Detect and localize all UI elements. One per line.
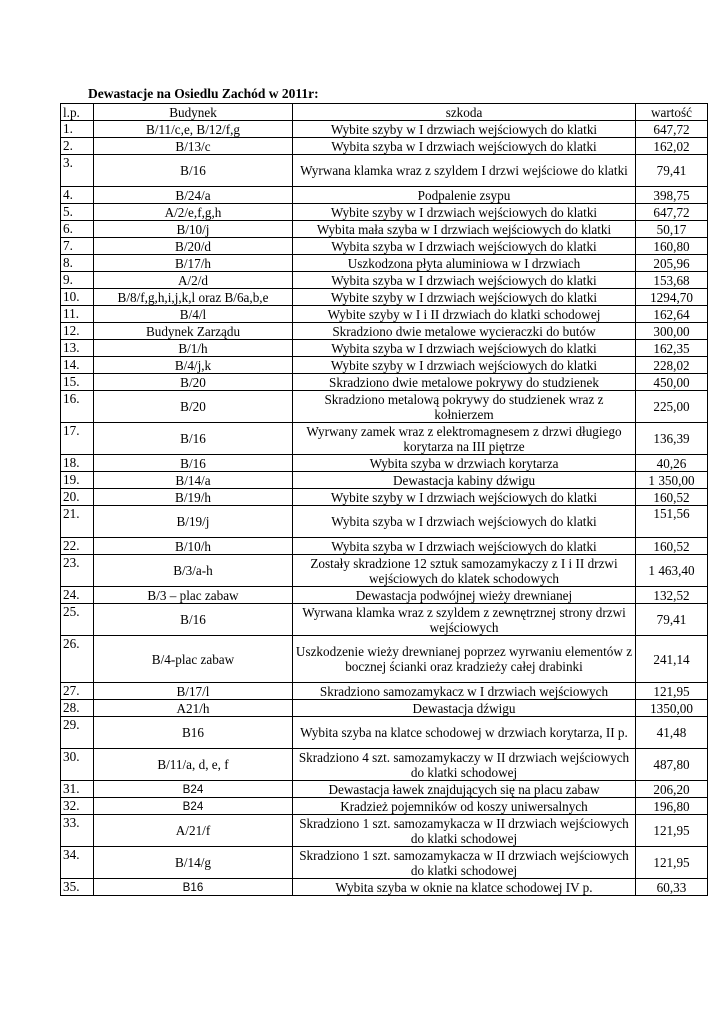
damage-cell: Wyrwana klamka wraz z szyldem z zewnętrznej strony drzwi wejściowych [293,604,636,636]
damage-cell: Podpalenie zsypu [293,187,636,204]
building-cell: B/16 [94,423,293,455]
damage-cell: Wybite szyby w I drzwiach wejściowych do klatki [293,204,636,221]
table-row [61,781,708,798]
building-cell: B24 [94,798,293,815]
table-row [61,587,708,604]
building-cell: B/11/c,e, B/12/f,g [94,121,293,138]
building-cell: B/11/a, d, e, f [94,749,293,781]
building-cell: B/3 – plac zabaw [94,587,293,604]
building-cell: B/13/c [94,138,293,155]
building-cell: A21/h [94,700,293,717]
table-row [61,604,708,636]
damage-cell: Wybita szyba w I drzwiach wejściowych do klatki [293,538,636,555]
value-cell: 647,72 [636,121,708,138]
row-number: 8. [61,255,94,272]
table-row [61,717,708,749]
row-number: 15. [61,374,94,391]
building-cell: B/10/j [94,221,293,238]
value-cell: 136,39 [636,423,708,455]
building-cell: B/19/j [94,506,293,538]
row-number: 23. [61,555,94,587]
building-cell: B16 [94,879,293,896]
damage-cell: Wybita szyba w I drzwiach wejściowych do klatki [293,272,636,289]
row-number: 3. [61,155,94,187]
damage-table [60,103,708,896]
row-number: 2. [61,138,94,155]
building-cell: B/8/f,g,h,i,j,k,l oraz B/6a,b,e [94,289,293,306]
damage-cell: Wybite szyby w I drzwiach wejściowych do klatki [293,489,636,506]
damage-cell: Zostały skradzione 12 sztuk samozamykaczy z I i II drzwi wejściowych do klatek schodowych [293,555,636,587]
row-number: 26. [61,636,94,683]
value-cell: 79,41 [636,604,708,636]
damage-cell: Wybita szyba w drzwiach korytarza [293,455,636,472]
row-number: 34. [61,847,94,879]
row-number: 19. [61,472,94,489]
building-cell: Budynek Zarządu [94,323,293,340]
value-cell: 132,52 [636,587,708,604]
row-number: 29. [61,717,94,749]
row-number: 11. [61,306,94,323]
table-row [61,187,708,204]
value-cell: 160,52 [636,538,708,555]
building-cell: B16 [94,717,293,749]
damage-cell: Wybite szyby w I drzwiach wejściowych do klatki [293,121,636,138]
value-cell: 1 350,00 [636,472,708,489]
damage-cell: Wybita szyba w oknie na klatce schodowej IV p. [293,879,636,896]
value-cell: 196,80 [636,798,708,815]
row-number: 18. [61,455,94,472]
header-value: wartość [636,104,708,121]
damage-cell: Uszkodzenie wieży drewnianej poprzez wyrwaniu elementów z bocznej ścianki oraz kradzieży całej drabinki [293,636,636,683]
value-cell: 450,00 [636,374,708,391]
row-number: 32. [61,798,94,815]
row-number: 35. [61,879,94,896]
value-cell: 228,02 [636,357,708,374]
table-row [61,323,708,340]
table-row [61,340,708,357]
table-row [61,221,708,238]
row-number: 30. [61,749,94,781]
value-cell: 225,00 [636,391,708,423]
building-cell: B24 [94,781,293,798]
building-cell: B/20/d [94,238,293,255]
value-cell: 300,00 [636,323,708,340]
table-row [61,255,708,272]
row-number: 27. [61,683,94,700]
value-cell: 153,68 [636,272,708,289]
table-row [61,555,708,587]
table-row [61,306,708,323]
header-lp: l.p. [61,104,94,121]
table-row [61,121,708,138]
header-row [61,104,708,121]
value-cell: 121,95 [636,683,708,700]
table-row [61,847,708,879]
value-cell: 206,20 [636,781,708,798]
damage-cell: Wybita szyba w I drzwiach wejściowych do klatki [293,506,636,538]
value-cell: 398,75 [636,187,708,204]
damage-cell: Wyrwany zamek wraz z elektromagnesem z drzwi długiego korytarza na III piętrze [293,423,636,455]
damage-cell: Wybita szyba w I drzwiach wejściowych do klatki [293,138,636,155]
damage-cell: Skradziono dwie metalowe pokrywy do studzienek [293,374,636,391]
value-cell: 487,80 [636,749,708,781]
table-body [61,121,708,896]
damage-cell: Skradziono 1 szt. samozamykacza w II drzwiach wejściowych do klatki schodowej [293,815,636,847]
building-cell: B/16 [94,604,293,636]
row-number: 12. [61,323,94,340]
building-cell: B/4/l [94,306,293,323]
building-cell: A/21/f [94,815,293,847]
row-number: 9. [61,272,94,289]
table-row [61,272,708,289]
value-cell: 151,56 [636,506,708,538]
row-number: 17. [61,423,94,455]
damage-cell: Skradziono samozamykacz w I drzwiach wejściowych [293,683,636,700]
value-cell: 1350,00 [636,700,708,717]
building-cell: B/14/a [94,472,293,489]
row-number: 25. [61,604,94,636]
damage-cell: Kradzież pojemników od koszy uniwersalnych [293,798,636,815]
damage-cell: Skradziono 4 szt. samozamykaczy w II drzwiach wejściowych do klatki schodowej [293,749,636,781]
building-cell: B/4-plac zabaw [94,636,293,683]
row-number: 10. [61,289,94,306]
building-cell: A/2/d [94,272,293,289]
value-cell: 160,52 [636,489,708,506]
table-row [61,374,708,391]
building-cell: B/17/h [94,255,293,272]
table-row [61,138,708,155]
damage-cell: Wybite szyby w I drzwiach wejściowych do klatki [293,289,636,306]
building-cell: B/20 [94,391,293,423]
table-row [61,538,708,555]
row-number: 1. [61,121,94,138]
damage-cell: Dewastacja dźwigu [293,700,636,717]
value-cell: 121,95 [636,847,708,879]
table-row [61,798,708,815]
table-row [61,238,708,255]
table-row [61,749,708,781]
row-number: 28. [61,700,94,717]
table-row [61,289,708,306]
value-cell: 79,41 [636,155,708,187]
damage-cell: Dewastacja kabiny dźwigu [293,472,636,489]
row-number: 33. [61,815,94,847]
damage-cell: Uszkodzona płyta aluminiowa w I drzwiach [293,255,636,272]
damage-cell: Wyrwana klamka wraz z szyldem I drzwi wejściowe do klatki [293,155,636,187]
building-cell: B/16 [94,155,293,187]
row-number: 21. [61,506,94,538]
building-cell: B/16 [94,455,293,472]
row-number: 4. [61,187,94,204]
value-cell: 40,26 [636,455,708,472]
row-number: 22. [61,538,94,555]
value-cell: 647,72 [636,204,708,221]
damage-cell: Dewastacja podwójnej wieży drewnianej [293,587,636,604]
table-row [61,700,708,717]
header-damage: szkoda [293,104,636,121]
table-row [61,636,708,683]
row-number: 20. [61,489,94,506]
damage-cell: Skradziono dwie metalowe wycieraczki do butów [293,323,636,340]
row-number: 14. [61,357,94,374]
value-cell: 162,64 [636,306,708,323]
value-cell: 162,35 [636,340,708,357]
row-number: 6. [61,221,94,238]
value-cell: 50,17 [636,221,708,238]
value-cell: 162,02 [636,138,708,155]
building-cell: B/24/a [94,187,293,204]
building-cell: B/20 [94,374,293,391]
table-row [61,155,708,187]
damage-cell: Skradziono 1 szt. samozamykacza w II drzwiach wejściowych do klatki schodowej [293,847,636,879]
table-row [61,204,708,221]
damage-cell: Wybita szyba na klatce schodowej w drzwiach korytarza, II p. [293,717,636,749]
building-cell: B/10/h [94,538,293,555]
damage-cell: Wybite szyby w I drzwiach wejściowych do klatki [293,357,636,374]
table-row [61,815,708,847]
row-number: 16. [61,391,94,423]
row-number: 7. [61,238,94,255]
page-title: Dewastacje na Osiedlu Zachód w 2011r: [88,86,319,101]
damage-cell: Wybite szyby w I i II drzwiach do klatki schodowej [293,306,636,323]
value-cell: 1 463,40 [636,555,708,587]
building-cell: B/17/l [94,683,293,700]
table-row [61,472,708,489]
table-row [61,423,708,455]
table-row [61,455,708,472]
damage-cell: Wybita mała szyba w I drzwiach wejściowych do klatki [293,221,636,238]
value-cell: 121,95 [636,815,708,847]
table-row [61,683,708,700]
table-row [61,879,708,896]
value-cell: 205,96 [636,255,708,272]
row-number: 5. [61,204,94,221]
header-building: Budynek [94,104,293,121]
table-row [61,489,708,506]
building-cell: B/4/j,k [94,357,293,374]
damage-cell: Dewastacja ławek znajdujących się na placu zabaw [293,781,636,798]
row-number: 24. [61,587,94,604]
value-cell: 60,33 [636,879,708,896]
table-row [61,506,708,538]
building-cell: A/2/e,f,g,h [94,204,293,221]
table-row [61,391,708,423]
table-row [61,357,708,374]
building-cell: B/14/g [94,847,293,879]
row-number: 13. [61,340,94,357]
value-cell: 241,14 [636,636,708,683]
building-cell: B/1/h [94,340,293,357]
value-cell: 41,48 [636,717,708,749]
damage-cell: Wybita szyba w I drzwiach wejściowych do klatki [293,340,636,357]
building-cell: B/3/a-h [94,555,293,587]
building-cell: B/19/h [94,489,293,506]
value-cell: 160,80 [636,238,708,255]
damage-cell: Skradziono metalową pokrywy do studzienek wraz z kołnierzem [293,391,636,423]
damage-cell: Wybita szyba w I drzwiach wejściowych do klatki [293,238,636,255]
row-number: 31. [61,781,94,798]
value-cell: 1294,70 [636,289,708,306]
